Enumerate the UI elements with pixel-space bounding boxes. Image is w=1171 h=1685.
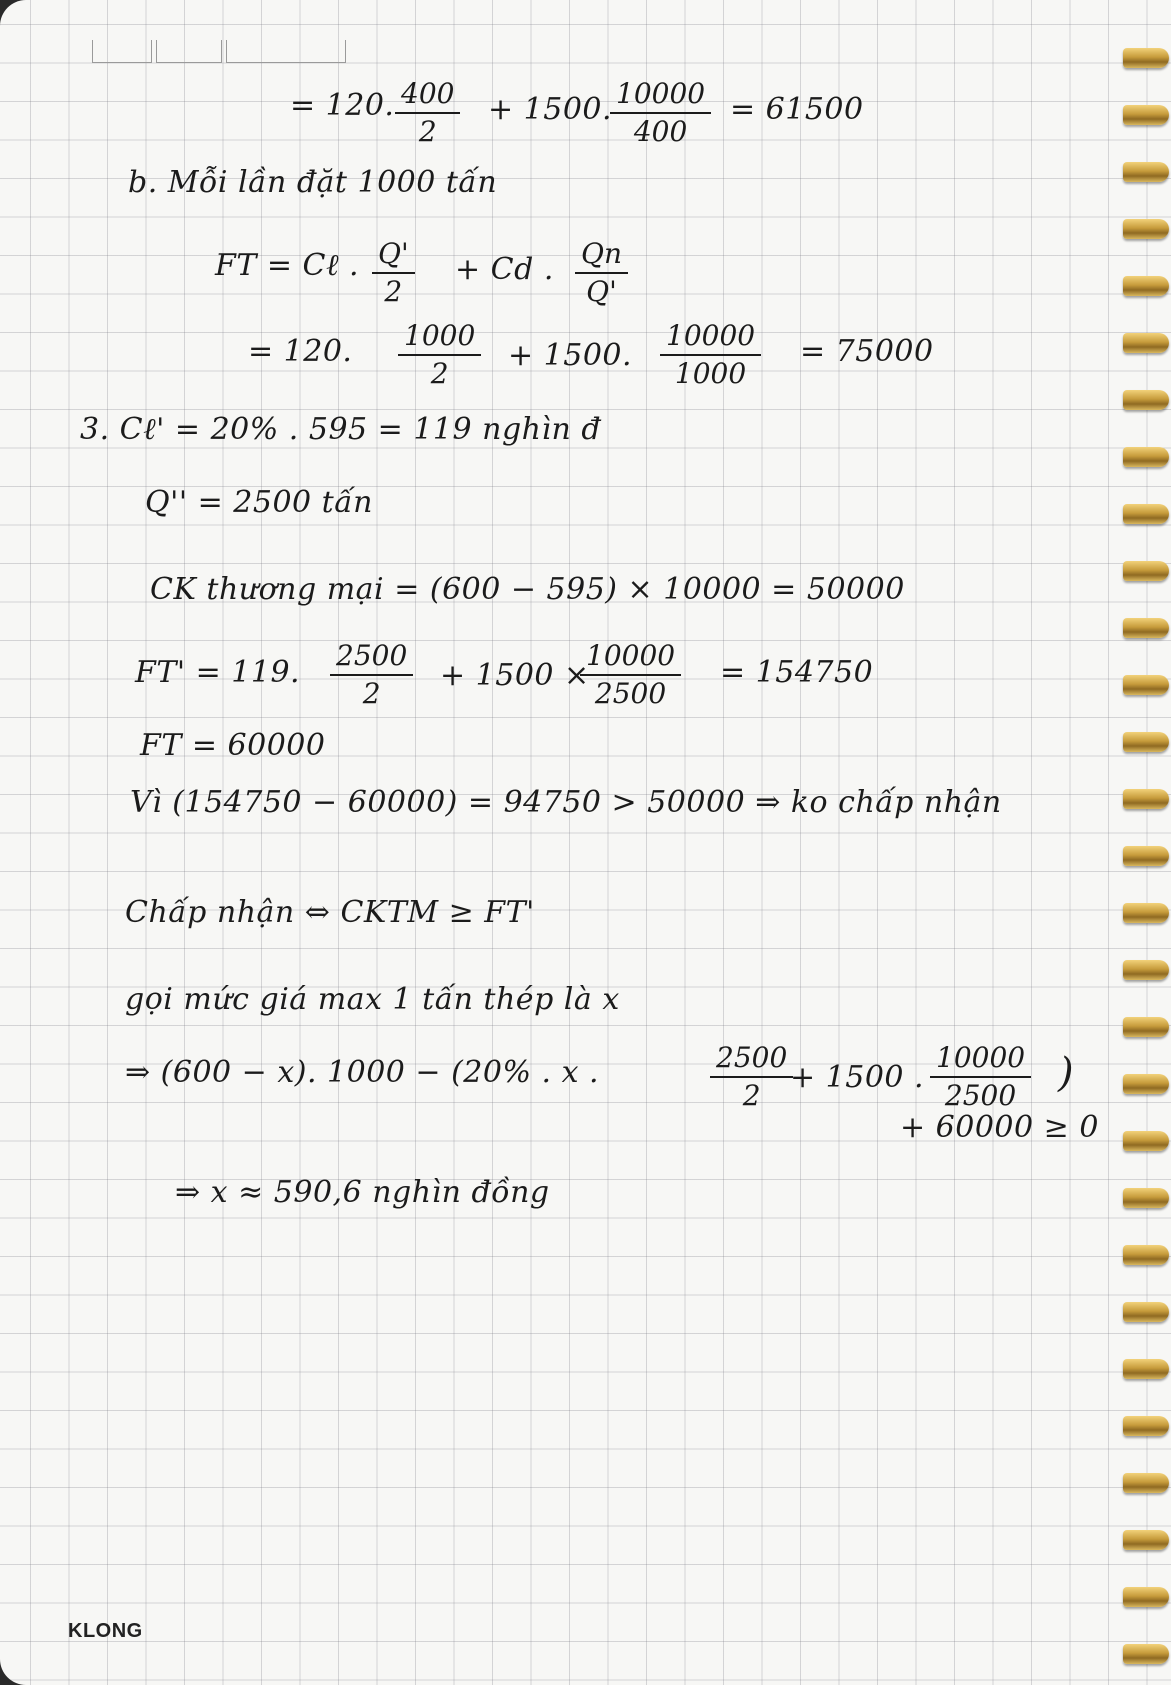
spiral-ring	[1123, 48, 1169, 68]
spiral-ring	[1123, 1473, 1169, 1493]
spiral-ring	[1123, 789, 1169, 809]
spiral-ring	[1123, 333, 1169, 353]
fraction-numerator: 2500	[710, 1042, 793, 1078]
spiral-ring	[1123, 903, 1169, 923]
line-1-prefix: = 120.	[290, 88, 395, 123]
line-3-fraction-2	[575, 238, 628, 308]
header-box	[226, 40, 346, 63]
spiral-ring	[1123, 1359, 1169, 1379]
line-2: b. Mỗi lần đặt 1000 tấn	[128, 165, 498, 200]
line-1-result: = 61500	[730, 92, 864, 127]
line-13-prefix: ⇒ (600 − x). 1000 − (20% . x .	[125, 1055, 600, 1090]
spiral-ring	[1123, 105, 1169, 125]
spiral-ring	[1123, 1530, 1169, 1550]
line-9: FT = 60000	[140, 728, 326, 763]
line-4-fraction-1	[398, 320, 481, 390]
line-15: ⇒ x ≈ 590,6 nghìn đồng	[175, 1175, 550, 1210]
fraction-denominator: 2500	[594, 677, 667, 711]
spiral-binding	[1121, 0, 1171, 1685]
line-5: 3. Cℓ' = 20% . 595 = 119 nghìn đ	[80, 412, 602, 447]
spiral-ring	[1123, 1644, 1169, 1664]
line-7: CK thương mại = (600 − 595) × 10000 = 50000	[150, 572, 905, 607]
fraction-numerator: 1000	[398, 320, 481, 356]
fraction-numerator: 10000	[660, 320, 761, 356]
line-1-fraction-2	[610, 78, 711, 148]
header-box	[92, 40, 152, 63]
line-14: + 60000 ≥ 0	[900, 1110, 1099, 1145]
header-boxes	[92, 40, 350, 66]
line-13-plus: + 1500 .	[790, 1060, 925, 1095]
line-8-result: = 154750	[720, 655, 874, 690]
fraction-numerator: 10000	[580, 640, 681, 676]
fraction-numerator: 10000	[610, 78, 711, 114]
line-4-result: = 75000	[800, 334, 934, 369]
brand-logo: KLONG	[68, 1620, 143, 1642]
spiral-ring	[1123, 447, 1169, 467]
fraction-denominator: 2	[418, 115, 437, 149]
fraction-numerator: 10000	[930, 1042, 1031, 1078]
spiral-ring	[1123, 1131, 1169, 1151]
spiral-ring	[1123, 1017, 1169, 1037]
spiral-ring	[1123, 846, 1169, 866]
fraction-denominator: Q'	[586, 275, 617, 309]
spiral-ring	[1123, 732, 1169, 752]
fraction-denominator: 2	[384, 275, 403, 309]
spiral-ring	[1123, 390, 1169, 410]
spiral-ring	[1123, 1245, 1169, 1265]
spiral-ring	[1123, 561, 1169, 581]
line-13-fraction-2	[930, 1042, 1031, 1112]
line-13-close-paren: )	[1058, 1050, 1075, 1096]
line-4-plus: + 1500.	[508, 338, 633, 373]
spiral-ring	[1123, 1074, 1169, 1094]
spiral-ring	[1123, 219, 1169, 239]
header-box	[156, 40, 222, 63]
fraction-denominator: 2	[362, 677, 381, 711]
fraction-numerator: 2500	[330, 640, 413, 676]
line-1-plus: + 1500.	[488, 92, 613, 127]
line-3-fraction-1	[372, 238, 415, 308]
line-3-plus: + Cd .	[455, 252, 554, 287]
spiral-ring	[1123, 1302, 1169, 1322]
spiral-ring	[1123, 960, 1169, 980]
fraction-denominator: 2	[430, 357, 449, 391]
fraction-denominator: 2	[742, 1079, 761, 1113]
fraction-numerator: Qn	[575, 238, 628, 274]
spiral-ring	[1123, 276, 1169, 296]
line-1-fraction-1	[395, 78, 460, 148]
fraction-denominator: 2500	[944, 1079, 1017, 1113]
line-8-plus: + 1500 ×	[440, 658, 590, 693]
line-6: Q'' = 2500 tấn	[145, 485, 373, 520]
line-3-prefix: FT = Cℓ .	[215, 248, 360, 283]
line-13-fraction-1	[710, 1042, 793, 1112]
spiral-ring	[1123, 504, 1169, 524]
fraction-numerator: 400	[395, 78, 460, 114]
fraction-numerator: Q'	[372, 238, 415, 274]
spiral-ring	[1123, 618, 1169, 638]
line-11: Chấp nhận ⇔ CKTM ≥ FT'	[125, 895, 535, 930]
spiral-ring	[1123, 1416, 1169, 1436]
spiral-ring	[1123, 162, 1169, 182]
fraction-denominator: 1000	[674, 357, 747, 391]
line-4-fraction-2	[660, 320, 761, 390]
fraction-denominator: 400	[633, 115, 688, 149]
spiral-ring	[1123, 1587, 1169, 1607]
line-4-prefix: = 120.	[248, 334, 353, 369]
line-8-fraction-2	[580, 640, 681, 710]
line-8-prefix: FT' = 119.	[135, 655, 301, 690]
line-8-fraction-1	[330, 640, 413, 710]
spiral-ring	[1123, 1188, 1169, 1208]
spiral-ring	[1123, 675, 1169, 695]
line-12: gọi mức giá max 1 tấn thép là x	[125, 982, 620, 1017]
line-10: Vì (154750 − 60000) = 94750 > 50000 ⇒ ko chấp nhận	[130, 785, 1002, 820]
